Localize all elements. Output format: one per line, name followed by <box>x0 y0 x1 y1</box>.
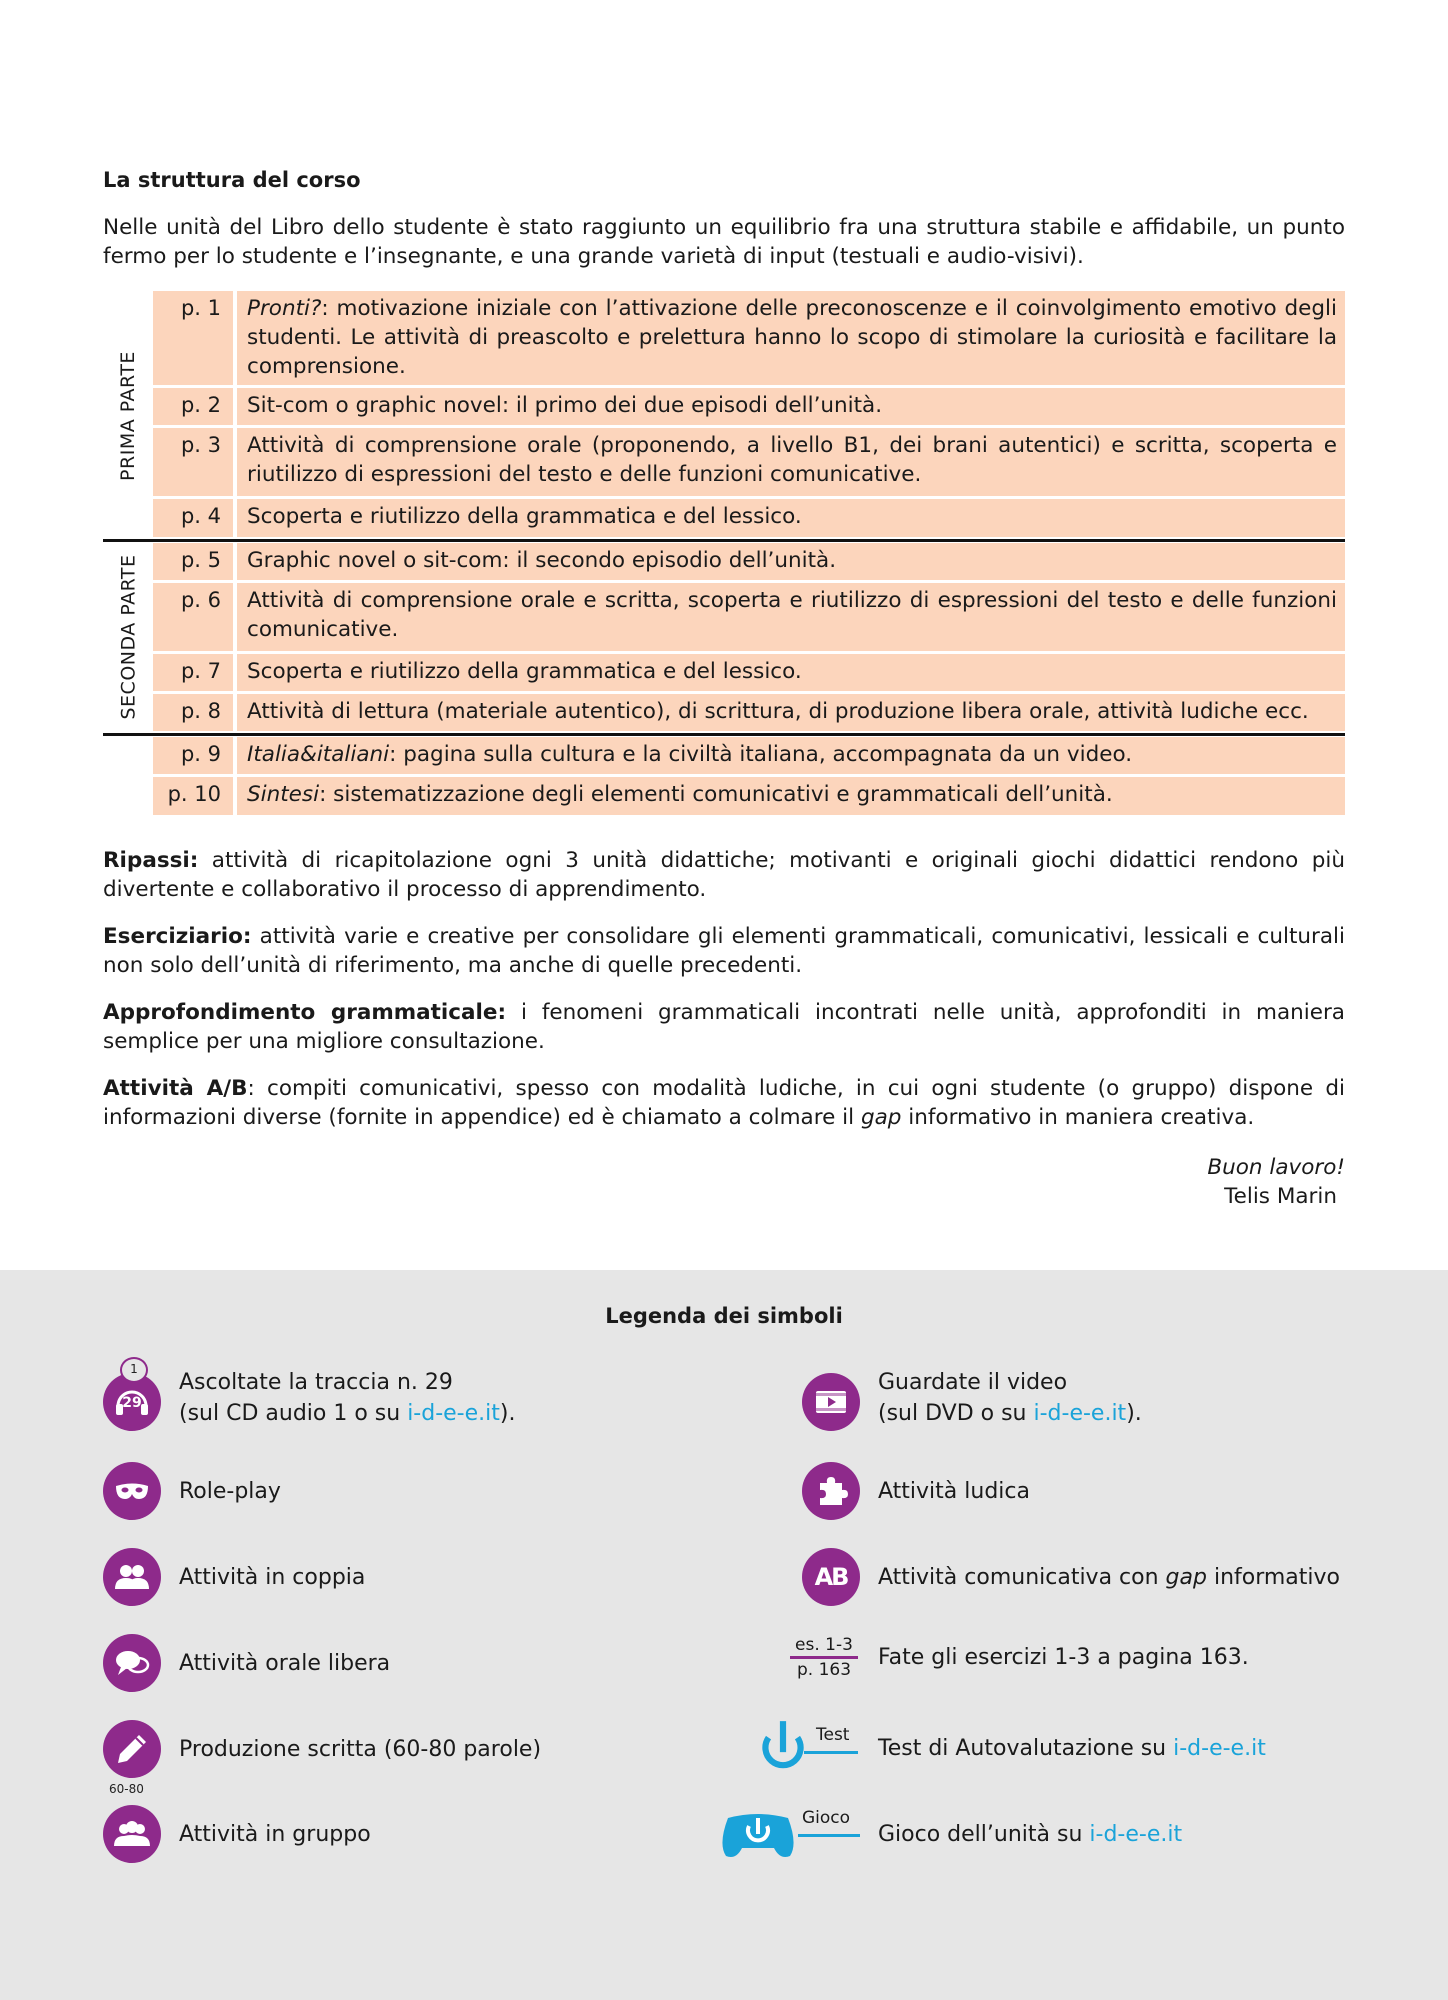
site-link[interactable]: i-d-e-e.it <box>1033 1401 1127 1426</box>
closing-wish: Buon lavoro! <box>1207 1155 1345 1180</box>
legend-scritta <box>103 1720 542 1796</box>
legend-gruppo-text: Attività in gruppo <box>179 1821 371 1847</box>
component-notes <box>103 846 1345 1150</box>
legend-roleplay <box>103 1462 281 1520</box>
track-number: 29 <box>122 1395 142 1411</box>
row-description: Scoperta e riutilizzo della grammatica e del lessico. <box>237 654 1345 691</box>
note-attivita-ab: Attività A/B: compiti comunicativi, spesso con modalità ludiche, in cui ogni studente (o gruppo) dispone di informazioni diverse (fornite in appendice) ed è chiamato a colmare il gap informativo in maniera creativa. <box>103 1076 1345 1130</box>
legend-audio <box>103 1362 516 1431</box>
row-description: Graphic novel o sit-com: il secondo episodio dell’unità. <box>237 543 1345 580</box>
site-link[interactable]: i-d-e-e.it <box>1089 1821 1183 1847</box>
table-row <box>153 388 1345 425</box>
row-description: Sit-com o graphic novel: il primo dei due episodi dell’unità. <box>237 388 1345 425</box>
table-row <box>153 654 1345 691</box>
page-ref: p. 3 <box>153 428 233 496</box>
legend-gioco-text: Gioco dell’unità su i-d-e-e.it <box>878 1821 1183 1847</box>
note-ripassi: Ripassi: attività di ricapitolazione ogni 3 unità didattiche; motivanti e originali giochi didattici rendono più divertente e collaborativo il processo di apprendimento. <box>103 848 1345 902</box>
part-divider <box>103 539 1345 542</box>
author-name: Telis Marin <box>1224 1184 1337 1209</box>
row-description: Italia&italiani: pagina sulla cultura e la civiltà italiana, accompagnata da un video. <box>237 737 1345 774</box>
row-description: Sintesi: sistematizzazione degli elementi comunicativi e grammaticali dell’unità. <box>237 777 1345 815</box>
cd-number-badge: 1 <box>120 1357 148 1383</box>
ab-icon: AB <box>802 1548 860 1606</box>
page-ref: p. 2 <box>153 388 233 425</box>
page-ref: p. 7 <box>153 654 233 691</box>
closing-signature <box>1045 1153 1345 1211</box>
group-icon <box>103 1805 161 1863</box>
puzzle-icon <box>802 1462 860 1520</box>
page-ref: p. 1 <box>153 291 233 385</box>
legend-gruppo <box>103 1805 371 1863</box>
page-ref: p. 10 <box>153 777 233 815</box>
part-label-first: PRIMA PARTE <box>117 350 139 481</box>
video-icon <box>802 1373 860 1431</box>
legend-gioco <box>718 1802 1182 1866</box>
legend-ab <box>802 1548 1340 1606</box>
pencil-icon <box>103 1720 161 1796</box>
legend-video-text: Guardate il video (sul DVD o su i-d-e-e.it). <box>878 1370 1142 1426</box>
legend-esercizi-text: Fate gli esercizi 1-3 a pagina 163. <box>878 1645 1249 1670</box>
pair-icon <box>103 1548 161 1606</box>
table-row <box>153 737 1345 774</box>
legend-test <box>752 1717 1266 1779</box>
speech-bubbles-icon <box>103 1634 161 1692</box>
row-description: Attività di comprensione orale (proponendo, a livello B1, dei brani autentici) e scritta, scoperta e riutilizzo di espressioni del testo e delle funzioni comunicative. <box>237 428 1345 496</box>
row-description: Pronti?: motivazione iniziale con l’attivazione delle preconoscenze e il coinvolgimento emotivo degli studenti. Le attività di preascolto e prelettura hanno lo scopo di stimolare la curiosità e facilitare la comprensione. <box>237 291 1345 385</box>
page-ref: p. 8 <box>153 694 233 731</box>
table-row <box>153 291 1345 385</box>
legend-ludica-text: Attività ludica <box>878 1478 1030 1504</box>
part-label-second: SECONDA PARTE <box>117 554 140 720</box>
legend-title: Legenda dei simboli <box>605 1304 843 1328</box>
note-eserciziario: Eserciziario: attività varie e creative per consolidare gli elementi grammaticali, comunicativi, lessicali e culturali non solo dell’unità di riferimento, ma anche di quelle precedenti. <box>103 924 1345 978</box>
page-ref: p. 5 <box>153 543 233 580</box>
part-divider <box>103 733 1345 736</box>
row-description: Attività di comprensione orale e scritta, scoperta e riutilizzo di espressioni del testo e delle funzioni comunicative. <box>237 583 1345 651</box>
page-ref: p. 9 <box>153 737 233 774</box>
legend-orale <box>103 1634 390 1692</box>
legend-roleplay-text: Role-play <box>179 1478 281 1504</box>
table-row <box>153 777 1345 815</box>
word-count-tag: 60-80 <box>109 1782 144 1796</box>
mask-icon <box>103 1462 161 1520</box>
table-row <box>153 499 1345 537</box>
note-approfondimento: Approfondimento grammaticale: i fenomeni grammaticali incontrati nelle unità, approfonditi in maniera semplice per una migliore consultazione. <box>103 1000 1345 1054</box>
legend-scritta-text: Produzione scritta (60-80 parole) <box>179 1736 542 1762</box>
legend-orale-text: Attività orale libera <box>179 1650 391 1676</box>
legend-video <box>802 1365 1142 1431</box>
legend-ab-text: Attività comunicativa con gap informativo <box>878 1564 1341 1590</box>
site-link[interactable]: i-d-e-e.it <box>1173 1735 1266 1761</box>
headphones-icon <box>103 1362 161 1431</box>
symbols-legend <box>0 1270 1448 2000</box>
legend-ludica <box>802 1462 1030 1520</box>
intro-paragraph: Nelle unità del Libro dello studente è stato raggiunto un equilibrio fra una struttura stabile e affidabile, un punto fermo per lo studente e l’insegnante, e una grande varietà di input (testuali e audio-visivi). <box>103 215 1345 269</box>
table-row <box>153 583 1345 651</box>
exercise-ref-icon: es. 1-3 p. 163 <box>788 1634 860 1681</box>
gamepad-icon: Gioco <box>718 1802 860 1866</box>
page-ref: p. 4 <box>153 499 233 537</box>
legend-audio-text: Ascoltate la traccia n. 29 (sul CD audio 1 o su i-d-e-e.it). <box>179 1370 516 1426</box>
table-row <box>153 428 1345 496</box>
legend-coppia-text: Attività in coppia <box>179 1564 366 1590</box>
table-row <box>153 694 1345 731</box>
table-row <box>153 543 1345 580</box>
row-description: Scoperta e riutilizzo della grammatica e del lessico. <box>237 499 1345 537</box>
test-icon: Test <box>752 1717 860 1779</box>
legend-esercizi <box>788 1634 1249 1681</box>
legend-coppia <box>103 1548 365 1606</box>
row-description: Attività di lettura (materiale autentico), di scrittura, di produzione libera orale, attività ludiche ecc. <box>237 694 1345 731</box>
page-ref: p. 6 <box>153 583 233 651</box>
legend-test-text: Test di Autovalutazione su i-d-e-e.it <box>878 1735 1266 1761</box>
section-title: La struttura del corso <box>103 168 361 192</box>
site-link[interactable]: i-d-e-e.it <box>407 1401 500 1426</box>
